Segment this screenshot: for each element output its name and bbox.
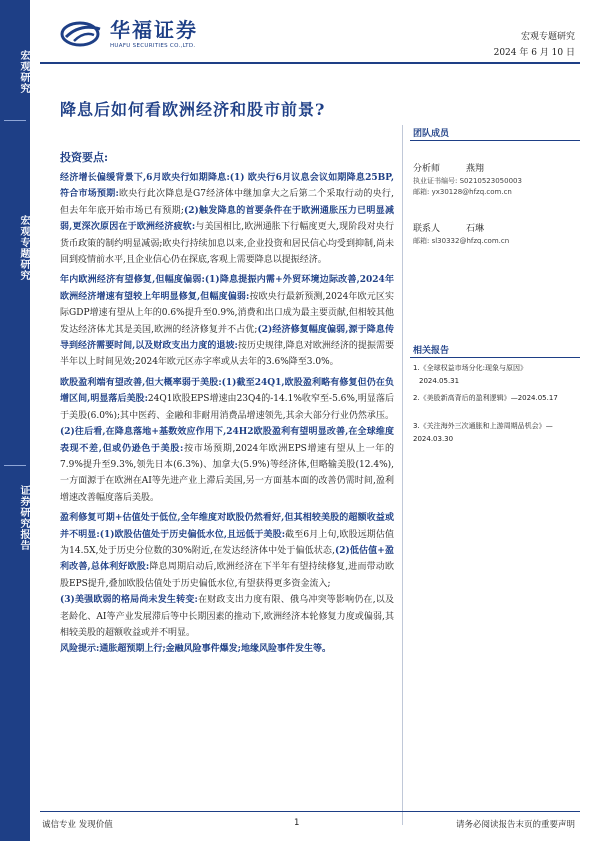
analyst-license: S0210523050003	[459, 177, 522, 185]
related-rule	[410, 357, 580, 358]
paragraph-bold: 年内欧洲经济有望修复,但幅度偏弱:(1)降息提振内需+外贸环境边际改善,2024年欧洲经济增速有望较上年明显修复,但幅度偏弱:	[60, 275, 394, 302]
footer-slogan: 诚信专业 发现价值	[42, 820, 113, 830]
paragraph-text: 欧央行此次降息是G7经济体中继加拿大之后第二个采取行动的央行,但去年年底开始市场已有预期;	[60, 189, 394, 216]
brand-logo	[60, 18, 198, 49]
paragraph-text: 按市场预期,2024年欧洲EPS增速有望从上一年的7.9%提升至9.3%,领先日本(6.3%)、加拿大(5.9%)等经济体,但略输美股(12.4%),一方面源于在欧洲在AI等先进产业上滞后美国,另一方面基本面的改善仍需时间,盈利增速改善幅度落后美股。	[60, 443, 394, 503]
summary-body	[60, 170, 394, 658]
team-title: 团队成员	[413, 129, 450, 139]
paragraph-text: 降息周期启动后,欧洲经济在下半年有望持续修复,进而带动欧股EPS提升,叠加欧股估值处于历史偏低水位,有望获得更多资金流入;	[60, 562, 394, 589]
related-item-title: 1.《全球权益市场分化:现象与原因》	[413, 364, 528, 372]
footer-disclaimer: 请务必阅读报告末页的重要声明	[455, 820, 575, 830]
paragraph-text: 截至6月上旬,欧股远期估值为14.5X,处于历史分位数的30%附近,在发达经济体中处于偏低状态,	[60, 529, 395, 556]
sidebar-divider	[4, 465, 26, 466]
summary-paragraph	[60, 272, 394, 370]
paragraph-bold: (2)低估值+盈利改善,总体利好欧股:	[60, 545, 394, 573]
paragraph-text: 按历史规律,降息对欧洲经济的提振需要半年以上时间见效;2024年欧元区赤字率或从去年的3.6%降至3.0%。	[60, 341, 394, 368]
paragraph-text: 在财政支出力度有限、俄乌冲突等影响仍在,以及老龄化、AI等产业发展滞后等中长期因素的推动下,欧洲经济本轮修复力度或偏弱,其相较美股的超额收益或并不明显。	[60, 595, 394, 638]
email-label: 邮箱:	[413, 188, 430, 196]
brand-english: HUAFU SECURITIES CO.,LTD.	[110, 43, 196, 49]
summary-paragraph	[60, 592, 394, 641]
analyst-role: 分析师	[413, 164, 441, 174]
report-type: 宏观专题研究	[520, 32, 575, 42]
summary-paragraph	[60, 375, 394, 506]
page-number: 1	[294, 818, 300, 828]
related-item-date: —2024.05.17	[510, 394, 558, 402]
paragraph-bold: (2)触发降息的首要条件在于欧洲通胀压力已明显减弱,更深次原因在于欧洲经济疲软:	[60, 205, 395, 233]
contact-block	[413, 223, 509, 247]
sidebar-divider	[4, 120, 26, 121]
related-item-date: —2024.03.30	[413, 422, 553, 443]
contact-email[interactable]: sl30332@hfzq.com.cn	[431, 237, 510, 245]
email-label: 邮箱:	[413, 237, 430, 245]
summary-paragraph	[60, 170, 394, 268]
report-date: 2024 年 6 月 10 日	[493, 48, 575, 58]
license-label: 执业证书编号:	[413, 177, 458, 185]
related-item-title: 3.《关注海外三次通胀和上游周期品机会》	[413, 422, 546, 430]
paragraph-bold: (2)经济修复幅度偏弱,源于降息传导到经济需要时间,以及财政支出力度的退坡:	[60, 324, 394, 352]
related-item[interactable]	[413, 420, 583, 446]
paragraph-bold: 风险提示:通胀超预期上行;金融风险事件爆发;地缘风险事件发生等。	[60, 644, 331, 655]
analyst-block	[413, 163, 522, 198]
paragraph-bold: 经济增长偏缓背景下,6月欧央行如期降息:(1) 欧央行6月议息会议如期降息25BP,符合市场预期:	[60, 173, 394, 200]
sidebar	[0, 0, 30, 841]
analyst-name: 燕翔	[466, 164, 485, 174]
column-separator	[402, 125, 403, 825]
footer-divider	[40, 811, 580, 812]
summary-title: 投资要点:	[60, 151, 109, 164]
header-meta	[494, 29, 575, 61]
sidebar-label-macro: 宏观研究	[18, 50, 29, 94]
contact-role: 联系人	[413, 224, 441, 234]
risk-warning	[60, 641, 394, 657]
paragraph-bold: 盈利修复可期+估值处于低位,全年维度对欧股仍然看好,但其相较美股的超额收益或并不明显:(1)欧股估值处于历史偏低水位,且远低于美股:	[60, 513, 394, 540]
summary-paragraph	[60, 510, 394, 592]
sidebar-label-topic: 宏观专题研究	[18, 215, 29, 281]
page-title: 降息后如何看欧洲经济和股市前景?	[60, 100, 326, 119]
brand-name: 华福证券	[110, 18, 198, 42]
contact-name: 石琳	[466, 224, 485, 234]
team-rule	[410, 140, 580, 141]
analyst-email[interactable]: yx30128@hfzq.com.cn	[431, 188, 512, 196]
sidebar-label-report: 证券研究报告	[18, 485, 29, 551]
paragraph-bold: (2)往后看,在降息落地+基数效应作用下,24H2欧股盈利有望明显改善,在全球维度表现不差,但或仍逊色于美股:	[60, 427, 394, 454]
paragraph-text: 按欧央行最新预测,2024年欧元区实际GDP增速有望从上年的0.6%提升至0.9%,消费和出口成为最主要贡献,但相较其他发达经济体尤其是美国,欧洲的经济修复并不占优;	[60, 291, 394, 335]
related-item-date: 2024.05.31	[419, 377, 460, 385]
related-item[interactable]	[413, 392, 583, 405]
brand-emblem-icon	[60, 19, 104, 49]
paragraph-text: 与美国相比,欧洲通胀下行幅度更大,现阶段对央行货币政策的制约明显减弱;欧央行持续加息以来,企业投资和居民信心均受到抑制,尚未回到疫情前水平,且企业信心仍在探底,客观上需要降息以提振经济。	[60, 222, 394, 266]
paragraph-bold: (3)美强欧弱的格局尚未发生转变:	[60, 595, 198, 606]
related-item-title: 2.《美股新高背后的盈利逻辑》	[413, 394, 511, 402]
related-title: 相关报告	[413, 346, 450, 356]
paragraph-bold: 欧股盈利端有望改善,但大概率弱于美股:(1)截至24Q1,欧股盈利略有修复但仍在负增区间,明显落后美股:	[60, 377, 394, 405]
header-divider	[40, 62, 580, 64]
related-item[interactable]	[413, 362, 583, 388]
paragraph-text: 24Q1欧股EPS增速由23Q4的-14.1%收窄至-5.6%,明显落后于美股(6.0%);其中医药、金融和非耐用消费品增速领先,其余大部分行业仍然承压。	[60, 394, 394, 421]
